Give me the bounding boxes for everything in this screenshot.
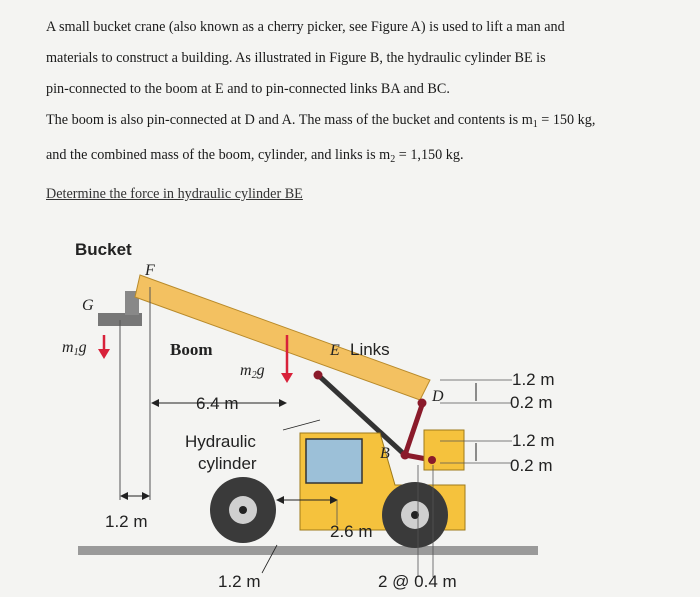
cab-window [306, 439, 362, 483]
label-right-dim-3: 1.2 m [512, 431, 555, 450]
figure-b [0, 215, 700, 597]
label-boom: Boom [170, 340, 213, 359]
label-dim-1-2-bottom: 1.2 m [218, 572, 261, 591]
label-dim-2-6: 2.6 m [330, 522, 373, 541]
pin-D [418, 399, 427, 408]
pin-B [401, 451, 410, 460]
label-dim-1-2-left: 1.2 m [105, 512, 148, 531]
label-m1g: m1g [62, 339, 87, 358]
problem-line-2: materials to construct a building. As illustrated in Figure B, the hydraulic cylinder BE is [46, 50, 546, 66]
problem-line-4: The boom is also pin-connected at D and A. The mass of the bucket and contents is $m_1 = 150$ kg, [46, 112, 596, 130]
pin-C [428, 456, 436, 464]
label-G: G [82, 297, 94, 314]
label-dim-6-4: 6.4 m [196, 394, 239, 413]
label-E: E [330, 342, 340, 359]
label-D: D [432, 388, 444, 405]
boom [135, 275, 430, 400]
label-cylinder: cylinder [198, 454, 257, 473]
boom-mount [424, 430, 464, 470]
label-right-dim-4: 0.2 m [510, 456, 553, 475]
label-hydraulic: Hydraulic [185, 432, 256, 451]
problem-line-3: pin-connected to the boom at E and to pin-connected links BA and BC. [46, 81, 450, 97]
m2g-arrow-head [281, 373, 293, 383]
task-statement: Determine the force in hydraulic cylinder BE [46, 186, 303, 202]
problem-line-1: A small bucket crane (also known as a cherry picker, see Figure A) is used to lift a man and [46, 19, 565, 35]
label-bucket: Bucket [75, 240, 132, 259]
label-m2g: m2g [240, 362, 265, 381]
pin-E [314, 371, 323, 380]
problem-line-5: and the combined mass of the boom, cylinder, and links is $m_2 = 1,150$ kg. [46, 147, 464, 165]
label-right-dim-1: 1.2 m [512, 370, 555, 389]
ground [78, 546, 538, 555]
label-B: B [380, 445, 390, 462]
label-links: Links [350, 340, 390, 359]
m1g-arrow-head [98, 349, 110, 359]
link-BA [405, 405, 422, 455]
problem-statement [46, 12, 666, 210]
label-dim-2-at-0-4: 2 @ 0.4 m [378, 572, 457, 591]
label-right-dim-2: 0.2 m [510, 393, 553, 412]
crane-diagram [0, 215, 700, 597]
label-F: F [145, 262, 155, 279]
